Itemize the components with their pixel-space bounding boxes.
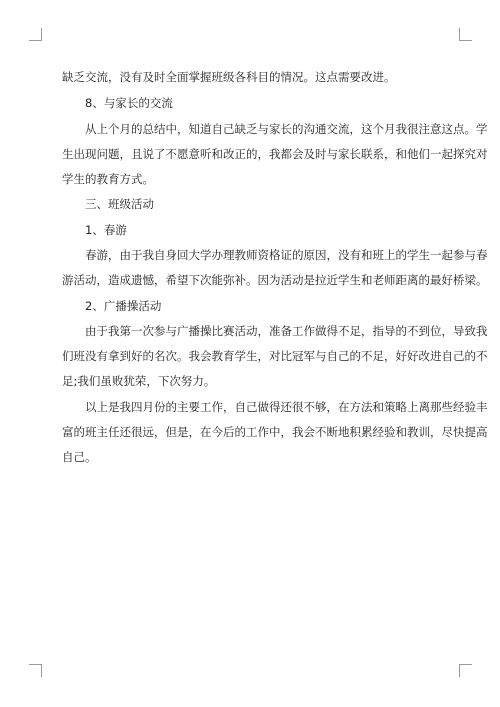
text-line: 们班没有拿到好的名次。我会教育学生，对比冠军与自己的不足，好好改进自己的不 [62,349,488,363]
crop-mark-top-right [459,28,472,41]
crop-mark-bottom-left [29,664,42,677]
text-line: 富的班主任还很远，但是，在今后的工作中，我会不断地积累经验和教训，尽快提高 [62,425,488,439]
text-line: 以上是我四月份的主要工作，自己做得还很不够，在方法和策略上离那些经验丰 [85,400,488,414]
text-line: 春游，由于我自身回大学办理教师资格证的原因，没有和班上的学生一起参与春 [85,248,488,262]
text-line: 游活动，造成遗憾，希望下次能弥补。因为活动是拉近学生和老师距离的最好桥梁。 [62,273,488,287]
text-line: 自己。 [62,450,97,464]
text-line: 缺乏交流，没有及时全面掌握班级各科目的情况。这点需要改进。 [62,70,396,84]
text-line: 从上个月的总结中，知道自己缺乏与家长的沟通交流，这个月我很注意这点。学 [85,122,488,136]
section-heading: 1、春游 [85,223,127,237]
text-line: 学生的教育方式。 [62,172,154,186]
crop-mark-bottom-right [459,664,472,677]
section-heading: 2、广播操活动 [85,299,162,313]
section-heading: 三、班级活动 [85,197,154,211]
section-heading: 8、与家长的交流 [85,96,173,110]
text-line: 足;我们虽败犹荣，下次努力。 [62,374,216,388]
text-line: 生出现问题，且说了不愿意听和改正的，我都会及时与家长联系，和他们一起探究对 [62,147,488,161]
crop-mark-top-left [29,28,42,41]
text-line: 由于我第一次参与广播操比赛活动，准备工作做得不足，指导的不到位，导致我 [85,324,488,338]
